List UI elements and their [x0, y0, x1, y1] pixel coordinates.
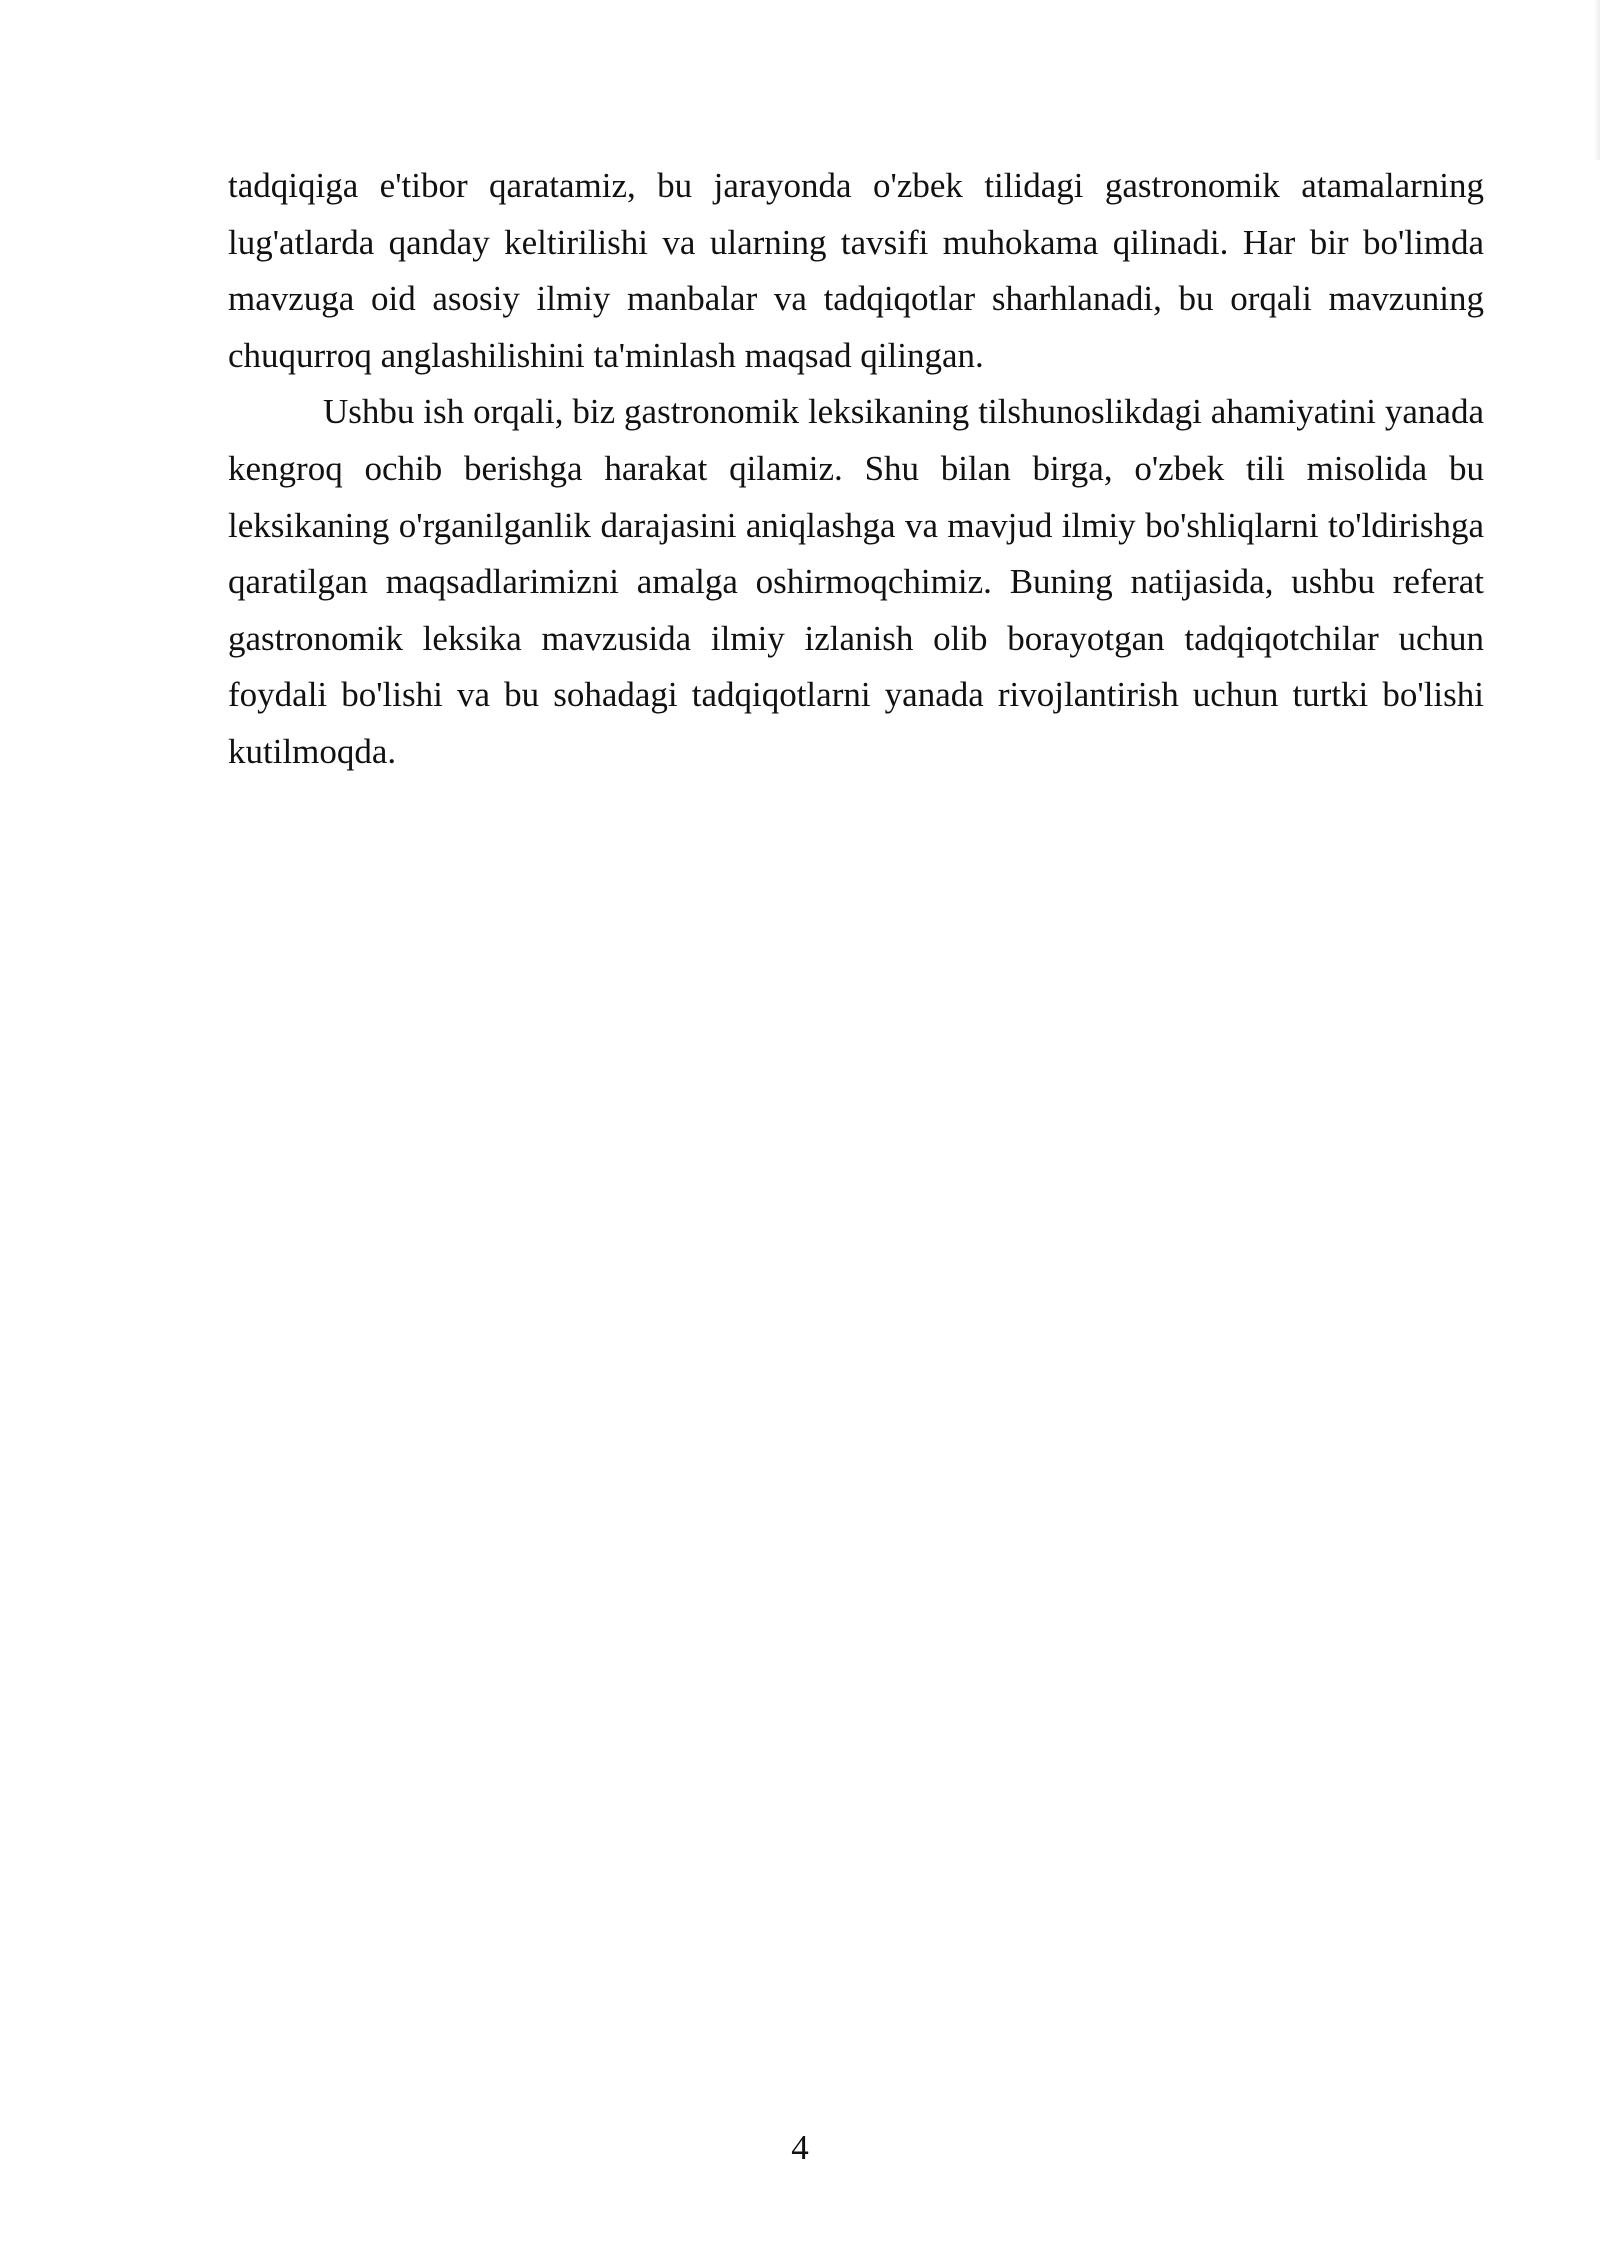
paragraph: Ushbu ish orqali, biz gastronomik leksikaning tilshunoslikdagi ahamiyatini yanada kengroq ochib berishga harakat qilamiz. Shu bilan birga, o'zbek tili misolida bu leksikaning o'rganilganlik darajasini aniqlashga va mavjud ilmiy bo'shliqlarni to'ldirishga qaratilgan maqsadlarimizni amalga oshirmoqchimiz. Buning natijasida, ushbu referat gastronomik leksika mavzusida ilmiy izlanish olib borayotgan tadqiqotchilar uchun foydali bo'lishi va bu sohadagi tadqiqotlarni yanada rivojlantirish uchun turtki bo'lishi kutilmoqda.	[228, 392, 1484, 771]
body-text	[228, 158, 1484, 781]
page-number: 4	[791, 2128, 809, 2167]
paragraph-continuation: tadqiqiga e'tibor qaratamiz, bu jarayonda o'zbek tilidagi gastronomik atamalarning lug'atlarda qanday keltirilishi va ularning tavsifi muhokama qilinadi. Har bir bo'limda mavzuga oid asosiy ilmiy manbalar va tadqiqotlar sharhlanadi, bu orqali mavzuning chuqurroq anglashilishini ta'minlash maqsad qilingan.	[228, 166, 1484, 375]
page-edge-shadow	[1594, 0, 1600, 160]
